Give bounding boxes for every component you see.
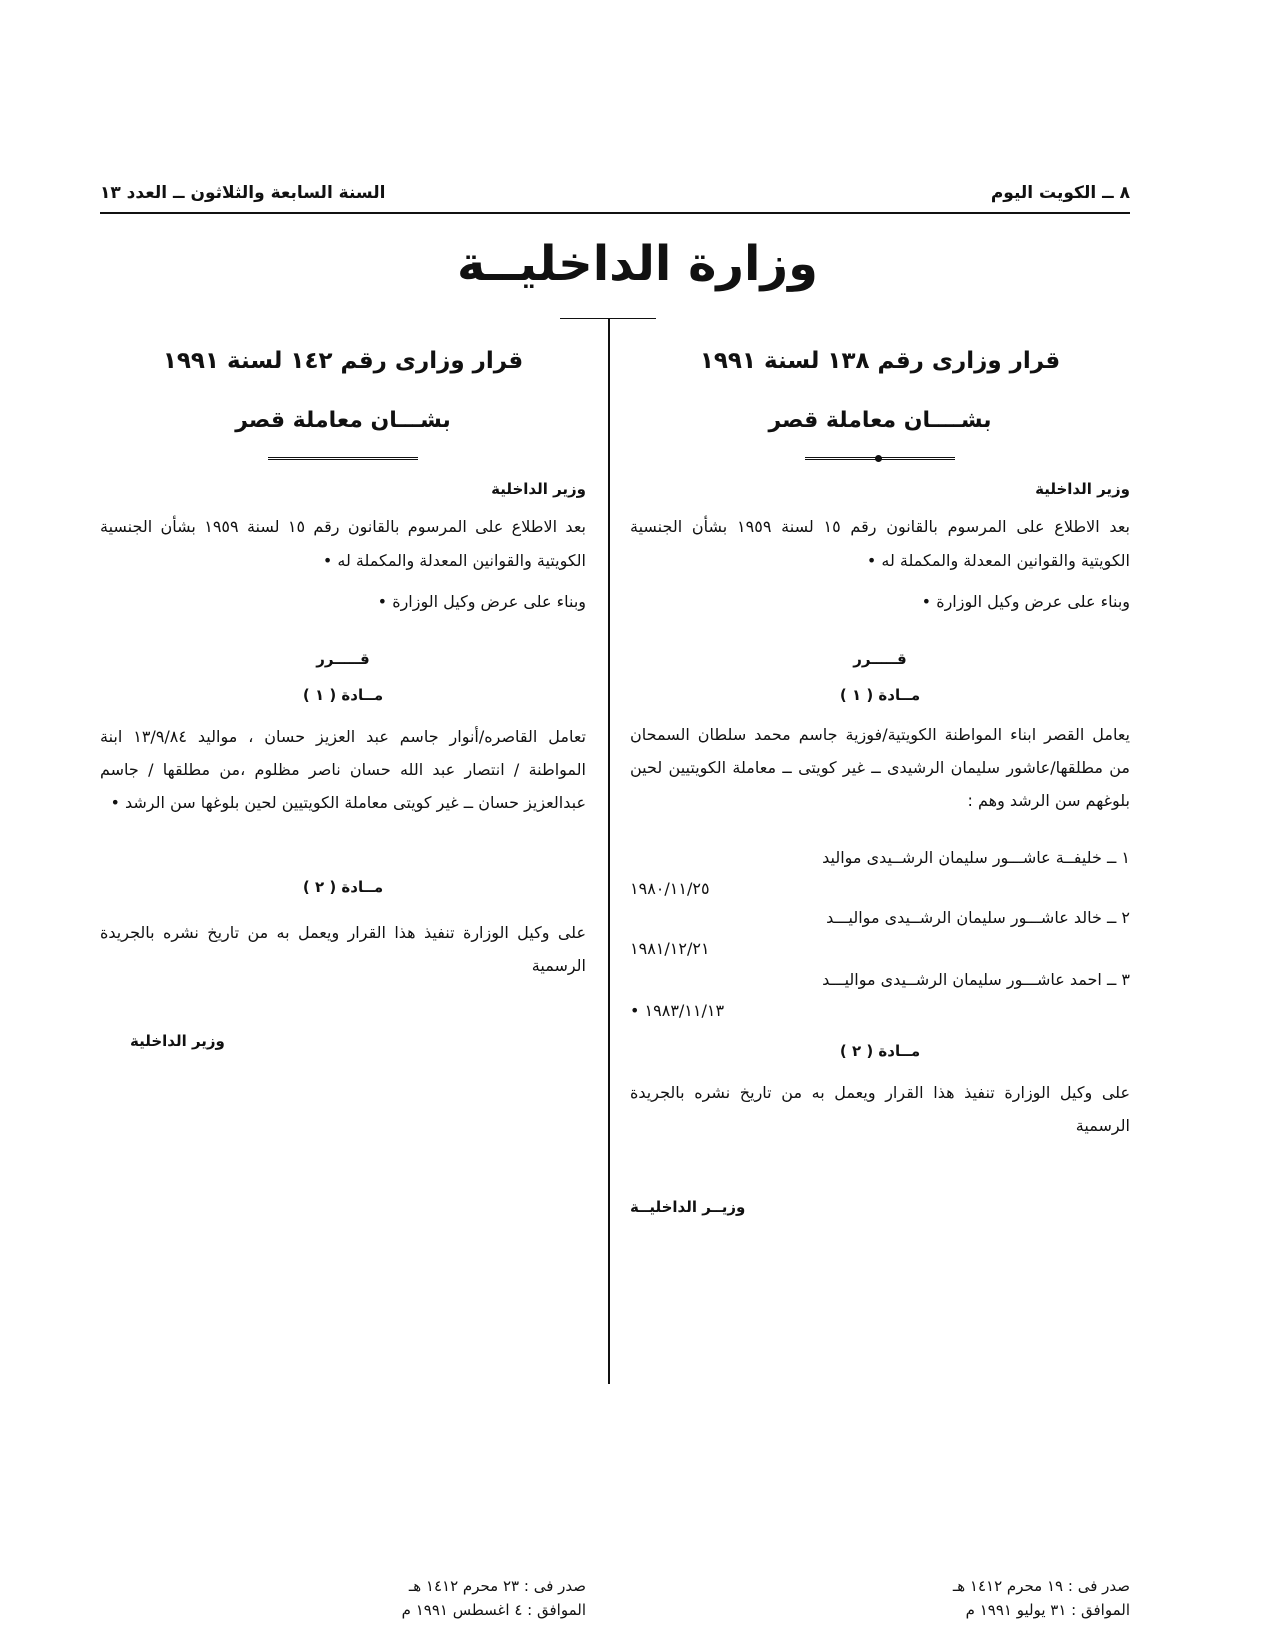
issued-hijri-date: صدر فى : ١٩ محرم ١٤١٢ هـ [952,1577,1130,1595]
article-1-text: تعامل القاصره/أنوار جاسم عبد العزيز حسان ، مواليد ١٣/٩/٨٤ ابنة المواطنة / انتصار عبد الله حسان ناصر مظلوم ،من مطلقها / جاسم عبدالعزيز حسان ــ غير كويتى معاملة الكويتيين لحين بلوغها سن الرشد • [100,727,587,812]
issue-date-block [953,1574,1130,1622]
article-1-text: يعامل القصر ابناء المواطنة الكويتية/فوزية جاسم محمد سلطان السمحان من مطلقها/عاشور سليمان الرشيدى ــ غير كويتى ــ معاملة الكويتيين لحين بلوغهم سن الرشد وهم : [630,725,1130,810]
list-item [630,842,1130,904]
minor-birth-date: ١٩٨٠/١١/٢٥ [630,879,710,898]
minor-birth-date: ١٩٨٣/١١/١٣ • [630,1001,725,1020]
column-divider [608,318,610,1384]
ministry-title: وزارة الداخليــة [457,236,818,292]
minor-birth-date: ١٩٨١/١٢/٢١ [630,939,710,958]
article-2-text: على وكيل الوزارة تنفيذ هذا القرار ويعمل به من تاريخ نشره بالجريدة الرسمية [630,1083,1130,1135]
decides-heading: قـــــرر [853,650,907,668]
minor-name: ٢ ــ خالد عاشـــور سليمان الرشــيدى مواليـــد [826,908,1130,927]
ornament-dot [875,455,882,462]
minor-name: ١ ــ خليفــة عاشـــور سليمان الرشــيدى مواليد [822,848,1130,867]
minor-name: ٣ ــ احمد عاشـــور سليمان الرشــيدى مواليـــد [822,970,1130,989]
list-item [630,902,1130,964]
minister-label: وزير الداخلية [491,480,586,498]
issue-label: السنة السابعة والثلاثون ــ العدد ١٣ [100,183,386,203]
ornament-rule [268,457,418,460]
header-rule [100,212,1130,214]
ornament-rule [805,457,955,460]
page-label: ٨ ــ الكويت اليوم [990,183,1130,203]
running-header [100,183,1130,209]
decision-142-column [100,330,587,1619]
decision-title: قرار وزارى رقم ١٣٨ لسنة ١٩٩١ [699,348,1061,374]
preamble-text: بعد الاطلاع على المرسوم بالقانون رقم ١٥ لسنة ١٩٥٩ بشأن الجنسية الكويتية والقوانين المعدلة والمكملة له • [100,517,587,570]
decision-138-column [630,330,1130,1619]
decision-subtitle: بشـــان معاملة قصر [235,408,451,433]
article-2-heading: مــادة ( ٢ ) [839,1042,921,1060]
issued-gregorian-date: الموافق : ٤ اغسطس ١٩٩١ م [401,1601,586,1619]
issued-hijri-date: صدر فى : ٢٣ محرم ١٤١٢ هـ [408,1577,586,1595]
basis-text: وبناء على عرض وكيل الوزارة • [377,592,586,611]
article-1-heading: مــادة ( ١ ) [839,686,921,704]
preamble-text: بعد الاطلاع على المرسوم بالقانون رقم ١٥ لسنة ١٩٥٩ بشأن الجنسية الكويتية والقوانين المعدلة والمكملة له • [630,517,1130,570]
basis-text: وبناء على عرض وكيل الوزارة • [921,592,1130,611]
issued-gregorian-date: الموافق : ٣١ يوليو ١٩٩١ م [965,1601,1130,1619]
article-2-text: على وكيل الوزارة تنفيذ هذا القرار ويعمل به من تاريخ نشره بالجريدة الرسمية [100,923,586,975]
issue-date-block [402,1574,586,1622]
decides-heading: قـــــرر [316,650,370,668]
article-1-heading: مــادة ( ١ ) [302,686,384,704]
article-2-heading: مــادة ( ٢ ) [302,878,384,896]
signature: وزيــر الداخليــة [630,1198,746,1216]
signature: وزير الداخلية [130,1032,225,1050]
decision-subtitle: بشــــان معاملة قصر [768,408,992,433]
minister-label: وزير الداخلية [1035,480,1130,498]
decision-title: قرار وزارى رقم ١٤٢ لسنة ١٩٩١ [162,348,524,374]
list-item [630,964,1130,1026]
